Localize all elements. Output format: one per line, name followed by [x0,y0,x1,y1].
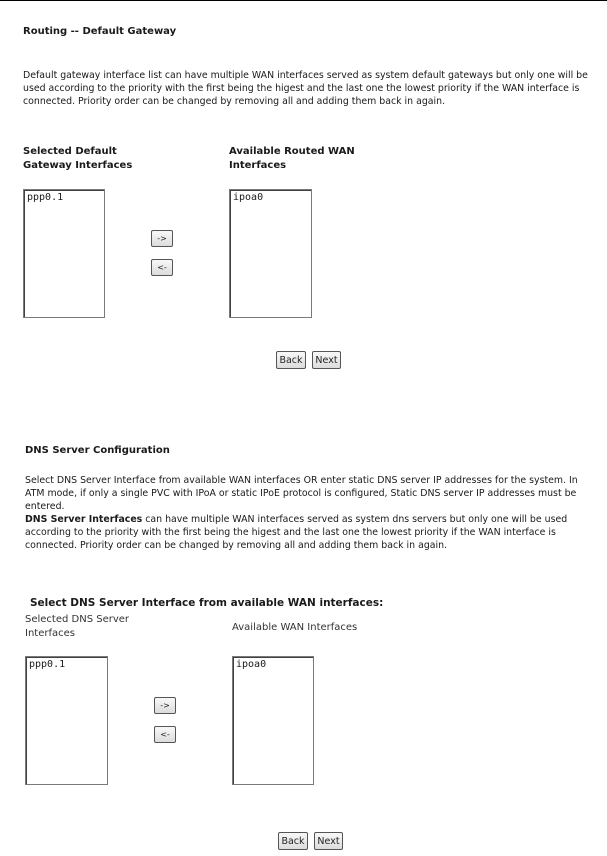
gateway-available-listbox[interactable] [229,189,312,318]
dns-back-button[interactable]: Back [278,832,308,850]
gateway-next-button[interactable]: Next [312,351,341,369]
gateway-back-button[interactable]: Back [276,351,306,369]
gateway-available-header: Available Routed WAN Interfaces [229,146,355,171]
dns-selected-listbox[interactable] [25,656,108,785]
top-border [0,0,607,1]
list-item[interactable]: ipoa0 [233,192,264,203]
dns-selected-header: Selected DNS Server Interfaces [25,614,130,639]
dns-available-listbox[interactable] [232,656,314,785]
dns-add-button[interactable]: -> [154,697,176,714]
dns-title: DNS Server Configuration [25,445,170,456]
list-item[interactable]: ipoa0 [236,659,267,670]
dns-subheading: Select DNS Server Interface from available WAN interfaces: [30,597,384,609]
gateway-selected-listbox[interactable] [23,189,105,318]
dns-interfaces-label: DNS Server Interfaces [25,514,143,525]
dns-available-header: Available WAN Interfaces [232,622,358,633]
gateway-selected-header: Selected Default Gateway Interfaces [23,146,133,171]
gateway-remove-button[interactable]: <- [151,259,173,276]
gateway-description: Default gateway interface list can have multiple WAN interfaces served as system default gateways but only one will be used according to the priority with the first being the higest and the last one the lowest priority if the WAN interface is connected. Priority order can be changed by removing all and adding them back in again. [23,70,588,107]
list-item[interactable]: ppp0.1 [29,659,66,670]
dns-remove-button[interactable]: <- [154,726,176,743]
list-item[interactable]: ppp0.1 [27,192,64,203]
dns-description: Select DNS Server Interface from available WAN interfaces OR enter static DNS server IP addresses for the system. In ATM mode, if only a single PVC with IPoA or static IPoE protocol is configured, Static DNS server IP addresses must be entered. DNS Server Interfaces can have multiple WAN interfaces served as system dns servers but only one will be used according to the priority with the first being the higest and the last one the lowest priority if the WAN interface is connected. Priority order can be changed by removing all and adding them back in again. [25,475,578,551]
dns-next-button[interactable]: Next [314,832,343,850]
gateway-add-button[interactable]: -> [151,230,173,247]
gateway-title: Routing -- Default Gateway [23,26,177,37]
